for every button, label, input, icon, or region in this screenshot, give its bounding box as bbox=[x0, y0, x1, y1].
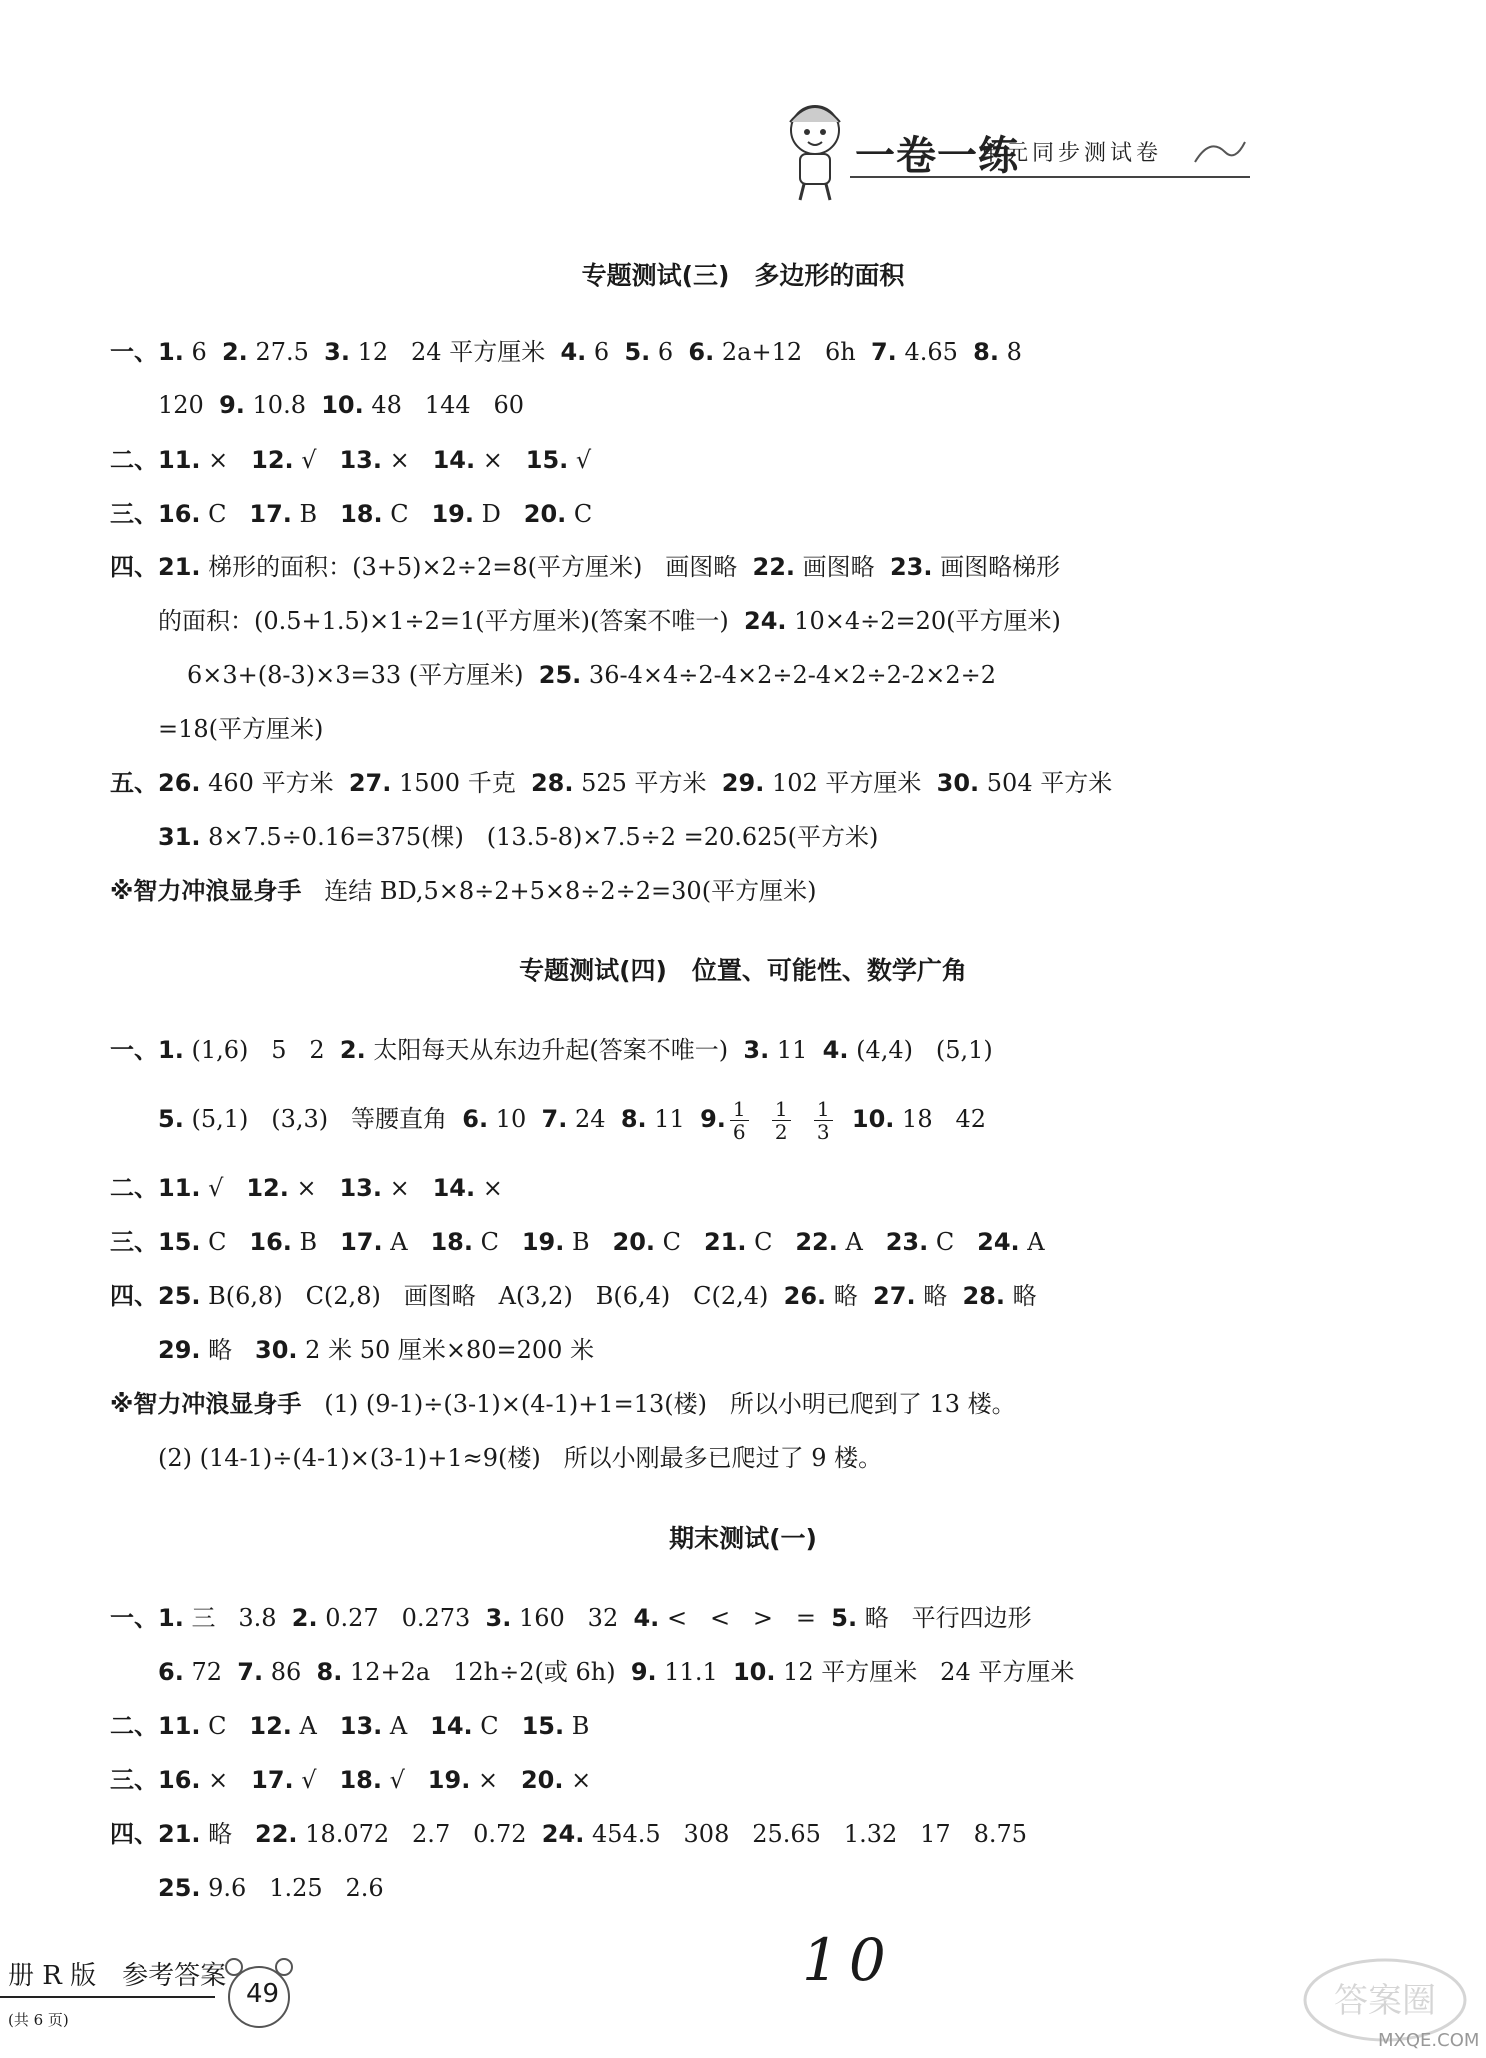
item-number: 12. bbox=[249, 1712, 292, 1740]
item-number: 17. bbox=[340, 1228, 383, 1256]
handwritten-number: 10 bbox=[802, 1926, 896, 1994]
watermark-url: MXQE.COM bbox=[1378, 2030, 1480, 2051]
item-number: 9. bbox=[219, 391, 245, 419]
answer-text bbox=[753, 1105, 768, 1133]
answer-text: 120 bbox=[158, 391, 220, 419]
item-number: 4. bbox=[560, 338, 587, 366]
answer-text: (2) (14-1)÷(4-1)×(3-1)+1≈9(楼) 所以小刚最多已爬过了 9 楼。 bbox=[158, 1444, 883, 1472]
answer-text: (4,4) (5,1) bbox=[848, 1036, 993, 1064]
section-title: 专题测试(三) 多边形的面积 bbox=[581, 261, 905, 290]
answer-text: √ bbox=[293, 446, 340, 474]
fraction bbox=[814, 1098, 833, 1143]
answer-line bbox=[158, 605, 1061, 637]
item-number: 24. bbox=[541, 1820, 585, 1848]
answer-line bbox=[110, 1818, 1027, 1850]
fraction-numerator: 1 bbox=[730, 1098, 749, 1121]
item-number: 12. bbox=[251, 446, 294, 474]
answer-text: 1500 千克 bbox=[391, 769, 531, 797]
answer-text: × bbox=[381, 1174, 433, 1202]
item-number: ※智力冲浪显身手 bbox=[110, 1390, 302, 1418]
item-number: 6. bbox=[158, 1658, 184, 1686]
answer-text: 18 42 bbox=[894, 1105, 987, 1133]
answer-text: × bbox=[381, 446, 433, 474]
item-number: 9. bbox=[700, 1105, 726, 1133]
item-number: 5. bbox=[624, 338, 651, 366]
item-number: 13. bbox=[339, 1174, 382, 1202]
answer-line bbox=[110, 1280, 1037, 1312]
answer-text: √ bbox=[200, 1174, 247, 1202]
item-number: 2. bbox=[291, 1604, 318, 1632]
answer-text: A bbox=[382, 1228, 431, 1256]
answer-line bbox=[110, 498, 592, 530]
item-number: 24. bbox=[744, 607, 787, 635]
answer-text: 160 32 bbox=[511, 1604, 634, 1632]
item-number: 15. bbox=[521, 1712, 565, 1740]
item-number: 4. bbox=[822, 1036, 849, 1064]
item-number: 20. bbox=[520, 1766, 564, 1794]
brand-subtitle: 单元同步测试卷 bbox=[980, 141, 1163, 166]
answer-line bbox=[158, 1334, 594, 1366]
answer-text: C bbox=[655, 1228, 704, 1256]
fraction-numerator: 1 bbox=[772, 1098, 791, 1121]
item-number: 25. bbox=[158, 1874, 201, 1902]
page-number: 49 bbox=[246, 1979, 280, 2009]
item-number: 三、15. bbox=[110, 1228, 201, 1256]
answer-text: 略 bbox=[1004, 1282, 1037, 1310]
item-number: 22. bbox=[752, 553, 796, 581]
item-number: 5. bbox=[831, 1604, 858, 1632]
answer-text: 48 144 60 bbox=[363, 391, 525, 419]
answer-text: 36-4×4÷2-4×2÷2-4×2÷2-2×2÷2 bbox=[581, 661, 997, 689]
answer-text: 的面积：(0.5+1.5)×1÷2=1(平方厘米)(答案不唯一) bbox=[158, 607, 745, 635]
answer-line bbox=[110, 767, 1112, 799]
item-number: 15. bbox=[525, 446, 569, 474]
answer-text: < < > = bbox=[659, 1604, 832, 1632]
answer-text: A bbox=[382, 1712, 431, 1740]
item-number: 19. bbox=[427, 1766, 471, 1794]
item-number: 7. bbox=[870, 338, 897, 366]
answer-text: 18.072 2.7 0.72 bbox=[297, 1820, 542, 1848]
answer-line bbox=[158, 1656, 1074, 1688]
answer-text: × bbox=[470, 1766, 521, 1794]
answer-line bbox=[110, 1388, 1016, 1420]
item-number: 23. bbox=[885, 1228, 929, 1256]
page-footer bbox=[0, 1935, 520, 2035]
item-number: 三、16. bbox=[110, 500, 201, 528]
answer-text: 6 bbox=[183, 338, 222, 366]
answer-text: A bbox=[291, 1712, 340, 1740]
answer-text: 102 平方厘米 bbox=[764, 769, 937, 797]
item-number: 四、21. bbox=[110, 553, 201, 581]
item-number: 31. bbox=[158, 823, 201, 851]
item-number: 14. bbox=[432, 446, 476, 474]
item-number: 12. bbox=[246, 1174, 289, 1202]
answer-text: 10×4÷2=20(平方厘米) bbox=[786, 607, 1061, 635]
answer-text: C bbox=[472, 1712, 522, 1740]
answer-text: 454.5 308 25.65 1.32 17 8.75 bbox=[584, 1820, 1028, 1848]
item-number: 四、25. bbox=[110, 1282, 201, 1310]
item-number: 一、1. bbox=[110, 1036, 184, 1064]
item-number: 16. bbox=[249, 1228, 292, 1256]
answer-text: C bbox=[382, 500, 432, 528]
answer-text: 三 3.8 bbox=[183, 1604, 292, 1632]
item-number: 18. bbox=[430, 1228, 473, 1256]
answer-text: 0.27 0.273 bbox=[317, 1604, 486, 1632]
answer-text: 略 bbox=[200, 1336, 256, 1364]
footer-rule bbox=[0, 1996, 215, 1998]
answer-text: B bbox=[564, 1228, 613, 1256]
banner-rule bbox=[850, 176, 1250, 178]
item-number: 3. bbox=[324, 338, 350, 366]
item-number: 27. bbox=[348, 769, 392, 797]
answer-text: 画图略 bbox=[795, 553, 890, 581]
item-number: 13. bbox=[339, 446, 382, 474]
answer-line bbox=[110, 1764, 591, 1796]
answer-text: C bbox=[472, 1228, 522, 1256]
answer-text: 11.1 bbox=[656, 1658, 733, 1686]
answer-text: 11 bbox=[646, 1105, 701, 1133]
answer-text: 525 平方米 bbox=[573, 769, 722, 797]
answer-text: 太阳每天从东边升起(答案不唯一) bbox=[365, 1036, 744, 1064]
answer-text: 10 bbox=[488, 1105, 542, 1133]
item-number: 7. bbox=[237, 1658, 264, 1686]
answer-text: 86 bbox=[263, 1658, 317, 1686]
item-number: 18. bbox=[339, 1766, 382, 1794]
answer-text: 略 bbox=[200, 1820, 256, 1848]
answer-text: 8×7.5÷0.16=375(棵) (13.5-8)×7.5÷2 =20.625(平方米) bbox=[200, 823, 879, 851]
item-number: 29. bbox=[158, 1336, 201, 1364]
item-number: 24. bbox=[977, 1228, 1020, 1256]
answer-text: 6 bbox=[650, 338, 689, 366]
answer-text: × bbox=[563, 1766, 592, 1794]
fraction-denominator: 2 bbox=[774, 1120, 788, 1144]
item-number: 28. bbox=[530, 769, 574, 797]
item-number: 26. bbox=[783, 1282, 827, 1310]
answer-line bbox=[158, 1442, 882, 1474]
item-number: 8. bbox=[620, 1105, 647, 1133]
brand-title: 一卷一练 bbox=[855, 133, 1019, 179]
answer-text: × bbox=[200, 446, 252, 474]
section-title: 期末测试(一) bbox=[669, 1524, 817, 1553]
answer-line bbox=[158, 821, 878, 853]
item-number: 四、21. bbox=[110, 1820, 201, 1848]
item-number: 20. bbox=[523, 500, 567, 528]
answer-line bbox=[187, 659, 996, 691]
answer-text: 连结 BD,5×8÷2+5×8÷2÷2=30(平方厘米) bbox=[301, 877, 817, 905]
item-number: 二、11. bbox=[110, 1174, 201, 1202]
answer-text: C bbox=[746, 1228, 796, 1256]
item-number: 一、1. bbox=[110, 1604, 184, 1632]
answer-text: A bbox=[837, 1228, 886, 1256]
answer-line bbox=[158, 1872, 384, 1904]
answer-text: √ bbox=[293, 1766, 340, 1794]
answer-text: B bbox=[564, 1712, 590, 1740]
item-number: 6. bbox=[688, 338, 715, 366]
answer-text bbox=[837, 1105, 852, 1133]
answer-text: 24 bbox=[567, 1105, 621, 1133]
answer-text: C bbox=[200, 1712, 250, 1740]
item-number: 13. bbox=[339, 1712, 383, 1740]
answer-text: × bbox=[200, 1766, 252, 1794]
item-number: 10. bbox=[851, 1105, 895, 1133]
answer-line bbox=[110, 1602, 1032, 1634]
answer-line bbox=[110, 1226, 1045, 1258]
answer-text: 画图略梯形 bbox=[932, 553, 1061, 581]
item-number: 19. bbox=[431, 500, 474, 528]
answer-text: B(6,8) C(2,8) 画图略 A(3,2) B(6,4) C(2,4) bbox=[200, 1282, 784, 1310]
item-number: 3. bbox=[743, 1036, 770, 1064]
answer-text: 72 bbox=[183, 1658, 238, 1686]
answer-text: √ bbox=[568, 446, 592, 474]
answer-line bbox=[110, 875, 816, 907]
answer-text: × bbox=[475, 446, 526, 474]
answer-text: 504 平方米 bbox=[979, 769, 1113, 797]
item-number: 21. bbox=[703, 1228, 747, 1256]
item-number: 30. bbox=[255, 1336, 298, 1364]
fraction-denominator: 3 bbox=[816, 1120, 830, 1144]
answer-text bbox=[795, 1105, 810, 1133]
item-number: 4. bbox=[633, 1604, 660, 1632]
item-number: 二、11. bbox=[110, 446, 201, 474]
answer-text: 10.8 bbox=[244, 391, 322, 419]
item-number: 7. bbox=[541, 1105, 568, 1133]
answer-text: (5,1) (3,3) 等腰直角 bbox=[183, 1105, 463, 1133]
answer-text: 2 米 50 厘米×80=200 米 bbox=[297, 1336, 595, 1364]
answer-text: (1) (9-1)÷(3-1)×(4-1)+1=13(楼) 所以小明已爬到了 13 楼。 bbox=[301, 1390, 1016, 1418]
item-number: 8. bbox=[973, 338, 999, 366]
answer-text: × bbox=[288, 1174, 340, 1202]
answer-line bbox=[110, 551, 1060, 583]
item-number: 二、11. bbox=[110, 1712, 201, 1740]
answer-line bbox=[158, 713, 323, 745]
answer-text: 460 平方米 bbox=[200, 769, 349, 797]
item-number: 22. bbox=[255, 1820, 298, 1848]
header-banner bbox=[770, 92, 1260, 202]
item-number: 五、26. bbox=[110, 769, 201, 797]
answer-text: √ bbox=[381, 1766, 428, 1794]
answer-text: C bbox=[200, 500, 250, 528]
answer-line bbox=[110, 336, 1022, 368]
answer-line bbox=[110, 444, 591, 476]
answer-text: =18(平方厘米) bbox=[158, 715, 324, 743]
item-number: 27. bbox=[873, 1282, 916, 1310]
item-number: 19. bbox=[521, 1228, 565, 1256]
answer-text: 略 bbox=[915, 1282, 963, 1310]
answer-text: 8 bbox=[998, 338, 1022, 366]
item-number: 14. bbox=[430, 1712, 473, 1740]
item-number: 30. bbox=[936, 769, 980, 797]
answer-text: 梯形的面积：(3+5)×2÷2=8(平方厘米) 画图略 bbox=[200, 553, 753, 581]
item-number: 18. bbox=[340, 500, 383, 528]
item-number: ※智力冲浪显身手 bbox=[110, 877, 302, 905]
cartoon-mascot-icon bbox=[770, 92, 860, 202]
answer-text: 12 24 平方厘米 bbox=[349, 338, 561, 366]
answer-text: B bbox=[291, 1228, 341, 1256]
answer-line bbox=[110, 1172, 503, 1204]
item-number: 三、16. bbox=[110, 1766, 201, 1794]
item-number: 10. bbox=[321, 391, 364, 419]
fraction-denominator: 6 bbox=[732, 1120, 746, 1144]
item-number: 10. bbox=[732, 1658, 776, 1686]
item-number: 23. bbox=[889, 553, 933, 581]
item-number: 6. bbox=[462, 1105, 489, 1133]
item-number: 一、1. bbox=[110, 338, 184, 366]
answer-text: 11 bbox=[769, 1036, 823, 1064]
item-number: 2. bbox=[221, 338, 248, 366]
answer-text: C bbox=[200, 1228, 250, 1256]
answer-text: 4.65 bbox=[896, 338, 974, 366]
fraction bbox=[772, 1098, 791, 1143]
answer-line bbox=[158, 389, 524, 421]
answer-text: C bbox=[566, 500, 593, 528]
item-number: 29. bbox=[721, 769, 765, 797]
fraction bbox=[730, 1098, 749, 1143]
section-title: 专题测试(四) 位置、可能性、数学广角 bbox=[519, 956, 967, 985]
answer-text: A bbox=[1019, 1228, 1045, 1256]
answer-text: 12 平方厘米 24 平方厘米 bbox=[775, 1658, 1075, 1686]
answer-line bbox=[110, 1034, 993, 1066]
answer-text: × bbox=[475, 1174, 503, 1202]
footer-label: 册 R 版 参考答案 bbox=[8, 1961, 227, 1991]
item-number: 22. bbox=[795, 1228, 838, 1256]
answer-line bbox=[158, 1098, 986, 1143]
answer-text: (1,6) 5 2 bbox=[183, 1036, 340, 1064]
item-number: 2. bbox=[339, 1036, 366, 1064]
item-number: 17. bbox=[249, 500, 292, 528]
answer-text: 略 平行四边形 bbox=[857, 1604, 1032, 1632]
answer-text: B bbox=[291, 500, 341, 528]
answer-text: 12+2a 12h÷2(或 6h) bbox=[342, 1658, 631, 1686]
item-number: 8. bbox=[316, 1658, 343, 1686]
answer-text: 略 bbox=[826, 1282, 874, 1310]
item-number: 5. bbox=[158, 1105, 184, 1133]
item-number: 9. bbox=[630, 1658, 657, 1686]
answer-text: 9.6 1.25 2.6 bbox=[200, 1874, 384, 1902]
watermark-text: 答案圈 bbox=[1334, 1981, 1436, 2021]
answer-text: 27.5 bbox=[247, 338, 325, 366]
item-number: 3. bbox=[485, 1604, 512, 1632]
fraction-numerator: 1 bbox=[814, 1098, 833, 1121]
answer-text: D bbox=[474, 500, 524, 528]
answer-text: 2a+12 6h bbox=[714, 338, 871, 366]
answer-text: 6 bbox=[586, 338, 625, 366]
item-number: 20. bbox=[612, 1228, 656, 1256]
swirl-decoration-icon bbox=[1190, 132, 1250, 172]
item-number: 14. bbox=[432, 1174, 476, 1202]
page-number-badge bbox=[216, 1955, 302, 2031]
answer-text: 6×3+(8-3)×3=33 (平方厘米) bbox=[187, 661, 539, 689]
page-count: (共 6 页) bbox=[8, 2011, 69, 2029]
item-number: 25. bbox=[538, 661, 582, 689]
answer-line bbox=[110, 1710, 589, 1742]
item-number: 28. bbox=[962, 1282, 1005, 1310]
answer-text: C bbox=[928, 1228, 978, 1256]
item-number: 17. bbox=[251, 1766, 294, 1794]
